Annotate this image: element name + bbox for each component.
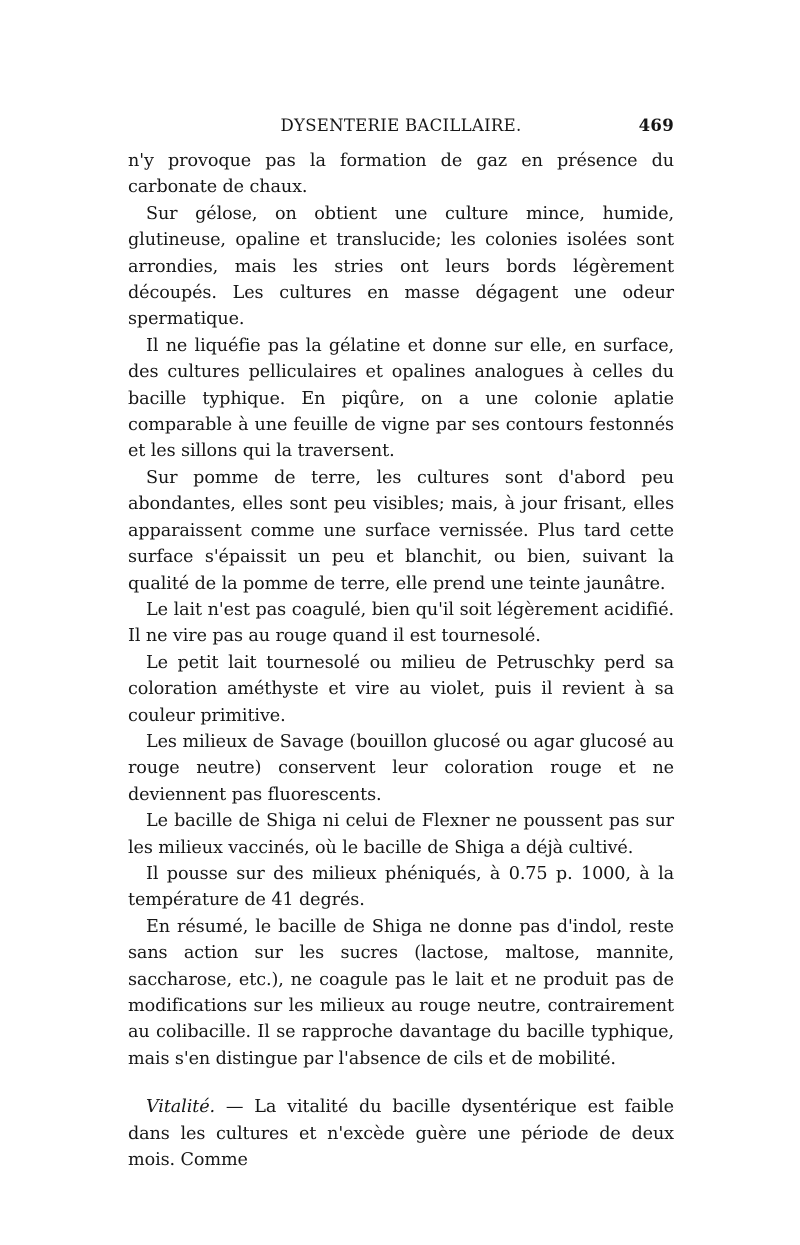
section-gap xyxy=(128,1072,674,1094)
running-title: DYSENTERIE BACILLAIRE. xyxy=(280,116,522,135)
paragraph-vitalite xyxy=(128,1094,674,1173)
paragraph-petit-lait: Le petit lait tournesolé ou milieu de Petruschky perd sa coloration améthyste et vire au violet, puis il revient à sa couleur primitive. xyxy=(128,652,674,726)
paragraph-continuation: n'y provoque pas la formation de gaz en présence du carbonate de chaux. xyxy=(128,151,674,198)
paragraph-gelose: Sur gélose, on obtient une culture mince, humide, glutineuse, opaline et translucide; les colonies isolées sont arrondies, mais les stries ont leurs bords légèrement découpés. Les cultures en masse dégagent une odeur spermatique. xyxy=(128,203,674,330)
paragraph-resume: En résumé, le bacille de Shiga ne donne pas d'indol, reste sans action sur les sucres (lactose, maltose, mannite, saccharose, etc.), ne coagule pas le lait et ne produit pas de modifications sur les milieux au rouge neutre, contrairement au colibacille. Il se rapproche davantage du bacille typhique, mais s'en distingue par l'absence de cils et de mobilité. xyxy=(128,916,674,1069)
body-text xyxy=(128,148,674,1173)
paragraph-savage: Les milieux de Savage (bouillon glucosé ou agar glucosé au rouge neutre) conservent leur coloration rouge et ne deviennent pas fluorescents. xyxy=(128,731,674,805)
section-label-vitalite: Vitalité. xyxy=(146,1097,216,1118)
book-page xyxy=(128,112,674,1173)
paragraph-gelatine: Il ne liquéfie pas la gélatine et donne sur elle, en surface, des cultures pelliculaires et opalines analogues à celles du bacille typhique. En piqûre, on a une colonie aplatie comparable à une feuille de vigne par ses contours festonnés et les sillons qui la traversent. xyxy=(128,335,674,462)
paragraph-pheniques: Il pousse sur des milieux phéniqués, à 0.75 p. 1000, à la température de 41 degrés. xyxy=(128,863,674,911)
page-number: 469 xyxy=(638,116,674,135)
paragraph-lait: Le lait n'est pas coagulé, bien qu'il soit légèrement acidifié. Il ne vire pas au rouge quand il est tournesolé. xyxy=(128,599,674,647)
vitalite-text: — La vitalité du bacille dysentérique est faible dans les cultures et n'excède guère une période de deux mois. Comme xyxy=(128,1097,674,1171)
page-header xyxy=(128,112,674,148)
paragraph-pomme-de-terre: Sur pomme de terre, les cultures sont d'abord peu abondantes, elles sont peu visibles; mais, à jour frisant, elles apparaissent comme une surface vernissée. Plus tard cette surface s'épaissit un peu et blanchit, ou bien, suivant la qualité de la pomme de terre, elle prend une teinte jaunâtre. xyxy=(128,467,674,594)
paragraph-milieux-vaccines: Le bacille de Shiga ni celui de Flexner ne poussent pas sur les milieux vaccinés, où le bacille de Shiga a déjà cultivé. xyxy=(128,811,674,858)
